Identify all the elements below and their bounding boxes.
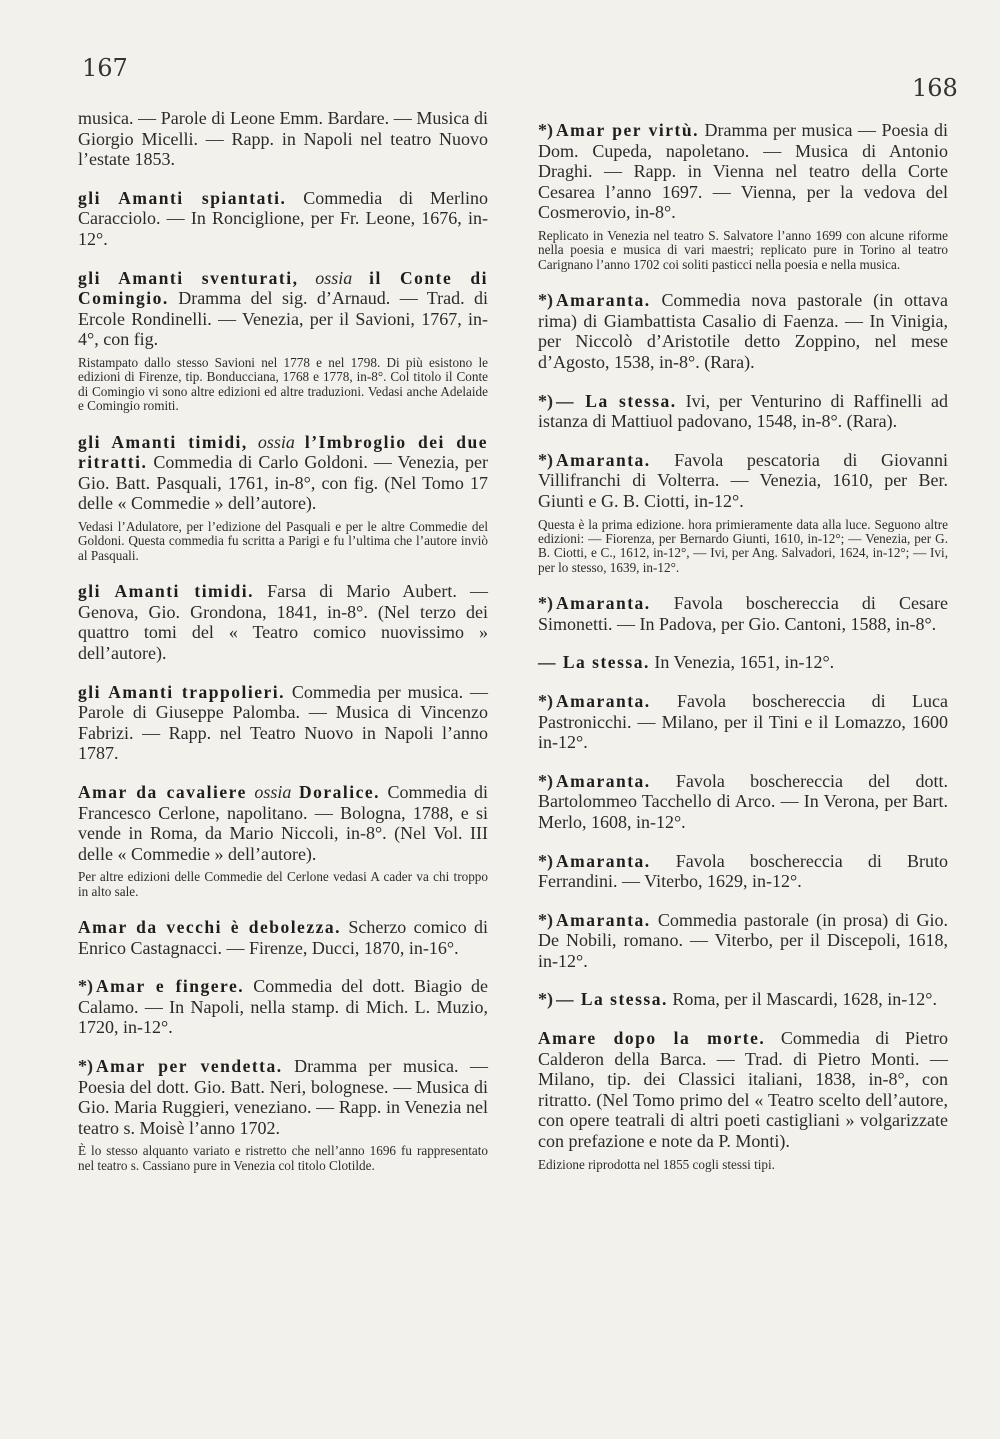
catalog-entry xyxy=(538,290,948,372)
catalog-entry xyxy=(538,1028,948,1172)
entry-description: Commedia per musica. — Parole di Giuseppe Palomba. — Musica di Vincenzo Fabrizi. — Rapp. nel Teatro Nuovo in Napoli l’anno 1787. xyxy=(78,681,488,764)
catalog-entry xyxy=(538,691,948,753)
entry-heading-secondary: Doralice. xyxy=(298,781,380,802)
entry-marker: *) xyxy=(538,390,553,411)
entry-description: Roma, per il Mascardi, 1628, in-12°. xyxy=(667,989,937,1010)
entry-description: Favola boschereccia di Cesare Simonetti. — In Padova, per Gio. Cantoni, 1588, in-8°. xyxy=(538,593,948,634)
entry-heading: Amaranta. xyxy=(556,593,651,614)
catalog-entry xyxy=(538,989,948,1010)
entry-description: In Venezia, 1651, in-12°. xyxy=(649,652,835,673)
catalog-entry xyxy=(538,593,948,634)
entry-description: Favola boschereccia di Luca Pastronicchi. — Milano, per il Tini e il Lomazzo, 1600 in-12°. xyxy=(538,690,948,753)
entry-heading-secondary: il Conte di Comingio. xyxy=(78,267,488,309)
entry-note: Questa è la prima edizione. hora primieramente data alla luce. Seguono altre edizioni: — Fiorenza, per Bernardo Giunti, 1610, in-12°; — Venezia, per G. B. Ciotti, e C., 1612, in-12°, — Ivi, per Ang. Salvadori, 1624, in-12°; — Ivi, per lo stesso, 1639, in-12°. xyxy=(538,516,948,575)
catalog-entry xyxy=(78,108,488,170)
entry-description: musica. — Parole di Leone Emm. Bardare. — Musica di Giorgio Micelli. — Rapp. in Napoli nel teatro Nuovo l’estate 1853. xyxy=(78,108,488,170)
entry-note: Ristampato dallo stesso Savioni nel 1778 e nel 1798. Di più esistono le edizioni di Firenze, tip. Bonducciana, 1768 e 1778, in-8°. Col titolo il Conte di Comingio vi sono altre edizioni ed altre traduzioni. Vedasi anche Adelaide e Comingio romiti. xyxy=(78,354,488,414)
entry-connector: ossia xyxy=(298,267,370,288)
catalog-entry xyxy=(78,268,488,414)
catalog-entry xyxy=(78,188,488,250)
page-number-right: 168 xyxy=(912,74,958,102)
entry-description: Commedia di Francesco Cerlone, napolitano. — Bologna, 1788, e si vende in Roma, da Mario Niccoli, in-8°. (Nel Vol. III delle « Commedie » dell’autore). xyxy=(78,781,488,864)
entry-description: Commedia pastorale (in prosa) di Gio. De Nobili, romano. — Viterbo, per il Discepoli, 1618, in-12°. xyxy=(538,909,948,971)
entry-description: Favola boschereccia di Bruto Ferrandini. — Viterbo, 1629, in-12°. xyxy=(538,850,948,892)
catalog-entry xyxy=(538,771,948,833)
entry-note: È lo stesso alquanto variato e ristretto che nell’anno 1696 fu rappresentato nel teatro s. Cassiano pure in Venezia col titolo Clotilde. xyxy=(78,1143,488,1173)
entry-marker: *) xyxy=(78,976,93,997)
entry-heading: Amar per vendetta. xyxy=(96,1056,283,1077)
entry-heading: — La stessa. xyxy=(556,390,677,411)
catalog-entry xyxy=(538,652,948,673)
entry-heading: gli Amanti timidi, xyxy=(78,431,248,452)
entry-description: Commedia del dott. Biagio de Calamo. — In Napoli, nella stamp. di Mich. L. Muzio, 1720, in-12°. xyxy=(78,976,489,1038)
entry-description: Favola pescatoria di Giovanni Villifranchi di Volterra. — Venezia, 1610, per Ber. Giunti e G. B. Ciotti, in-12°. xyxy=(538,449,948,511)
entry-note: Vedasi l’Adulatore, per l’edizione del Pasquali e per le altre Commedie del Goldoni. Questa commedia fu scritta a Parigi e fu l’ultima che l’autore inviò al Pasquali. xyxy=(78,518,488,563)
entry-description: Commedia di Merlino Caracciolo. — In Ronciglione, per Fr. Leone, 1676, in-12°. xyxy=(78,187,488,249)
entry-heading: Amar e fingere. xyxy=(96,976,245,997)
entry-heading: gli Amanti trappolieri. xyxy=(78,681,285,702)
entry-heading: Amaranta. xyxy=(556,850,651,871)
catalog-entry xyxy=(78,682,488,764)
entry-description: Commedia di Pietro Calderon della Barca. — Trad. di Pietro Monti. — Milano, tip. dei Classici italiani, 1838, in-8°, con ritratto. (Nel Tomo primo del « Teatro scelto dell’autore, con opere teatrali di altri poeti castigliani » volgarizzate con prefazione e note da P. Monti). xyxy=(538,1028,948,1152)
entry-heading: Amar da cavaliere xyxy=(78,781,247,802)
catalog-entry xyxy=(538,450,948,575)
catalog-entry xyxy=(78,1056,488,1173)
entry-marker: *) xyxy=(538,690,553,711)
entry-description: Favola boschereccia del dott. Bartolommeo Tacchello di Arco. — In Verona, per Bart. Merlo, 1608, in-12°. xyxy=(538,770,948,832)
entry-marker: *) xyxy=(538,290,553,311)
catalog-entry xyxy=(538,910,948,972)
entry-heading: Amar per virtù. xyxy=(556,120,699,140)
entry-heading: gli Amanti sventurati, xyxy=(78,267,299,288)
entry-description: Dramma per musica — Poesia di Dom. Cupeda, napoletano. — Musica di Antonio Draghi. — Rapp. in Vienna nel teatro della Corte Cesarea l’anno 1697. — Vienna, per la vedova del Cosmerovio, in-8°. xyxy=(538,120,948,223)
entry-description: Dramma per musica. — Poesia del dott. Gio. Batt. Neri, bolognese. — Musica di Gio. Maria Ruggieri, veneziano. — Rapp. in Venezia nel teatro s. Moisè l’anno 1702. xyxy=(78,1056,488,1138)
entry-heading: gli Amanti timidi. xyxy=(78,581,254,602)
catalog-entry xyxy=(538,120,948,272)
entry-marker: *) xyxy=(78,1056,93,1077)
left-column xyxy=(78,108,488,1191)
entry-heading: Amaranta. xyxy=(556,290,651,311)
entry-marker: *) xyxy=(538,770,553,791)
entry-heading: Amaranta. xyxy=(556,690,651,711)
catalog-entry xyxy=(78,917,488,958)
entry-marker: *) xyxy=(538,120,553,140)
entry-connector: ossia xyxy=(246,781,299,802)
entry-note: Edizione riprodotta nel 1855 cogli stessi tipi. xyxy=(538,1156,775,1172)
entry-description: Dramma del sig. d’Arnaud. — Trad. di Ercole Rondinelli. — Venezia, per il Savioni, 1767, in-4°, con fig. xyxy=(78,288,488,350)
catalog-entry xyxy=(78,976,488,1038)
entry-marker: *) xyxy=(538,593,553,614)
right-column xyxy=(538,120,948,1190)
catalog-entry xyxy=(538,391,948,432)
entry-description: Commedia di Carlo Goldoni. — Venezia, per Gio. Batt. Pasquali, 1761, in-8°, con fig. (Nel Tomo 17 delle « Commedie » dell’autore). xyxy=(78,452,488,514)
catalog-entry xyxy=(78,782,488,899)
entry-connector: ossia xyxy=(247,431,305,452)
entry-heading: gli Amanti spiantati. xyxy=(78,187,287,208)
entry-heading: Amaranta. xyxy=(556,449,651,470)
entry-note: Per altre edizioni delle Commedie del Cerlone vedasi A cader va chi troppo in alto sale. xyxy=(78,869,488,899)
entry-marker: *) xyxy=(538,909,553,930)
entry-heading: — La stessa. xyxy=(556,989,668,1010)
entry-heading: Amaranta. xyxy=(556,909,651,930)
catalog-entry xyxy=(78,432,488,564)
entry-heading: Amare dopo la morte. xyxy=(538,1028,766,1049)
entry-marker: *) xyxy=(538,449,553,470)
page-number-left: 167 xyxy=(82,54,128,82)
entry-heading: Amar da vecchi è debolezza. xyxy=(78,917,341,938)
entry-heading: — La stessa. xyxy=(538,652,650,673)
entry-heading-secondary: l’Imbroglio dei due ritratti. xyxy=(78,431,488,473)
entry-description: Commedia nova pastorale (in ottava rima) di Giambattista Casalio di Faenza. — In Vinigia, per Niccolò d’Aristotile detto Zoppino, nel mese d’Agosto, 1538, in-8°. (Rara). xyxy=(538,290,948,372)
entry-note: Replicato in Venezia nel teatro S. Salvatore l’anno 1699 con alcune riforme nella poesia e musica di vari maestri; replicato pure in Torino al teatro Carignano l’anno 1702 coi soliti pasticci nella poesia e nella musica. xyxy=(538,227,948,272)
catalog-entry xyxy=(78,581,488,663)
entry-marker: *) xyxy=(538,989,553,1010)
catalog-entry xyxy=(538,851,948,892)
entry-heading: Amaranta. xyxy=(556,770,651,791)
entry-description: Ivi, per Venturino di Raffinelli ad istanza di Mattiuol padovano, 1548, in-8°. (Rara). xyxy=(538,390,948,432)
entry-marker: *) xyxy=(538,850,553,871)
entry-description: Farsa di Mario Aubert. — Genova, Gio. Grondona, 1841, in-8°. (Nel terzo dei quattro tomi del « Teatro comico nuovissimo » dell’autore). xyxy=(78,581,489,663)
entry-description: Scherzo comico di Enrico Castagnacci. — Firenze, Ducci, 1870, in-16°. xyxy=(78,917,488,958)
